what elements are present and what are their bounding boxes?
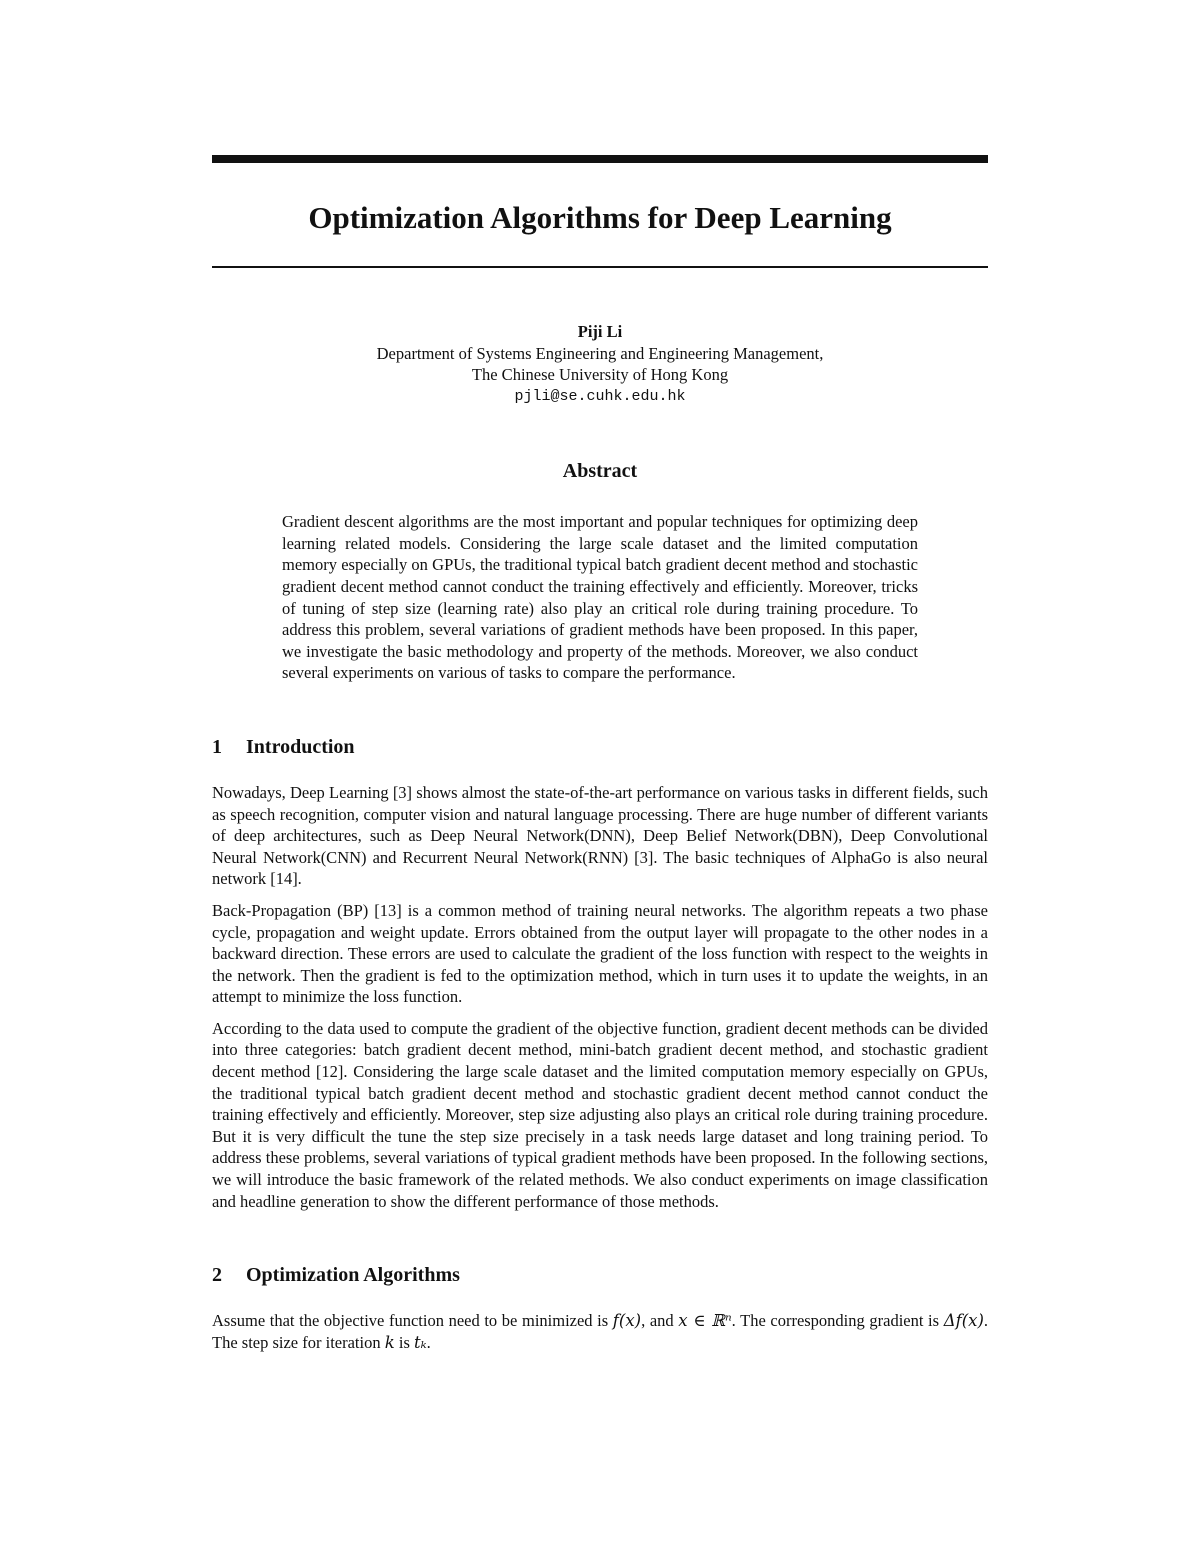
abstract-heading: Abstract	[562, 460, 638, 483]
math-iteration: k	[384, 1332, 395, 1352]
section-number: 1	[212, 735, 222, 758]
optimization-paragraph-1	[212, 1310, 988, 1353]
paper-page	[212, 155, 988, 1353]
intro-paragraph-1: Nowadays, Deep Learning [3] shows almost the state-of-the-art performance on various tasks in different fields, such as speech recognition, computer vision and natural language processing. There are huge number of different variants of deep architectures, such as Deep Neural Network(DNN), Deep Belief Network(DBN), Deep Convolutional Neural Network(CNN) and Recurrent Neural Network(RNN) [3]. The basic techniques of AlphaGo is also neural network [14].	[212, 782, 988, 889]
text-run: . The corresponding gradient is	[731, 1311, 944, 1331]
paper-title: Optimization Algorithms for Deep Learning	[308, 200, 892, 235]
intro-paragraph-2: Back-Propagation (BP) [13] is a common method of training neural networks. The algorithm repeats a two phase cycle, propagation and weight update. Errors obtained from the output layer will propagate to the other nodes in a backward direction. These errors are used to calculate the gradient of the loss function with respect to the weights in the network. Then the gradient is fed to the optimization method, which in turn uses it to update the weights, in an attempt to minimize the loss function.	[212, 900, 988, 1007]
section-title: Introduction	[246, 735, 355, 758]
author-affiliation-line1: Department of Systems Engineering and Engineering Management,	[376, 343, 824, 363]
text-run: , and	[641, 1311, 679, 1331]
math-gradient: Δf(x)	[943, 1311, 984, 1331]
text-run: .	[426, 1332, 431, 1352]
section-number: 2	[212, 1264, 222, 1287]
abstract-text: Gradient descent algorithms are the most important and popular techniques for optimizing deep learning related models. Considering the large scale dataset and the limited computation memory especially on GPUs, the traditional typical batch gradient decent method and stochastic gradient decent method cannot conduct the training effectively and efficiently. Moreover, tricks of tuning of step size (learning rate) also play an critical role during training procedure. To address this problem, several variations of gradient methods have been proposed. In this paper, we investigate the basic methodology and property of the methods. Moreover, we also conduct several experiments on various of tasks to compare the performance.	[282, 512, 918, 683]
math-step-size: tₖ	[414, 1332, 427, 1352]
section-heading-optimization-algorithms	[212, 1264, 988, 1287]
section-title: Optimization Algorithms	[246, 1264, 460, 1287]
title-bottom-rule	[212, 266, 988, 268]
title-top-rule	[212, 155, 988, 163]
author-name: Piji Li	[577, 322, 623, 342]
author-email: pjli@se.cuhk.edu.hk	[514, 387, 686, 405]
intro-paragraph-3: According to the data used to compute the gradient of the objective function, gradient decent methods can be divided into three categories: batch gradient decent method, mini-batch gradient decent method, and stochastic gradient decent method [12]. Considering the large scale dataset and the limited computation memory especially on GPUs, the traditional typical batch gradient decent method and stochastic gradient decent method cannot conduct the training effectively and efficiently. Moreover, step size adjusting also plays an critical role during training procedure. But it is very difficult the tune the step size precisely in a task needs large dataset and long training period. To address these problems, several variations of typical gradient methods have been proposed. In the following sections, we will introduce the basic framework of the related methods. We also conduct experiments on image classification and headline generation to show the different performance of those methods.	[212, 1018, 988, 1211]
text-run: is	[394, 1332, 414, 1352]
author-block	[212, 321, 988, 407]
author-affiliation-line2: The Chinese University of Hong Kong	[471, 365, 729, 385]
text-run: . The step size for iteration	[212, 1311, 989, 1352]
math-objective-function: f(x)	[612, 1311, 642, 1331]
text-run: Assume that the objective function need to be minimized is	[212, 1311, 613, 1331]
section-heading-introduction	[212, 736, 988, 759]
math-domain: x ∈ ℝⁿ	[678, 1311, 732, 1331]
